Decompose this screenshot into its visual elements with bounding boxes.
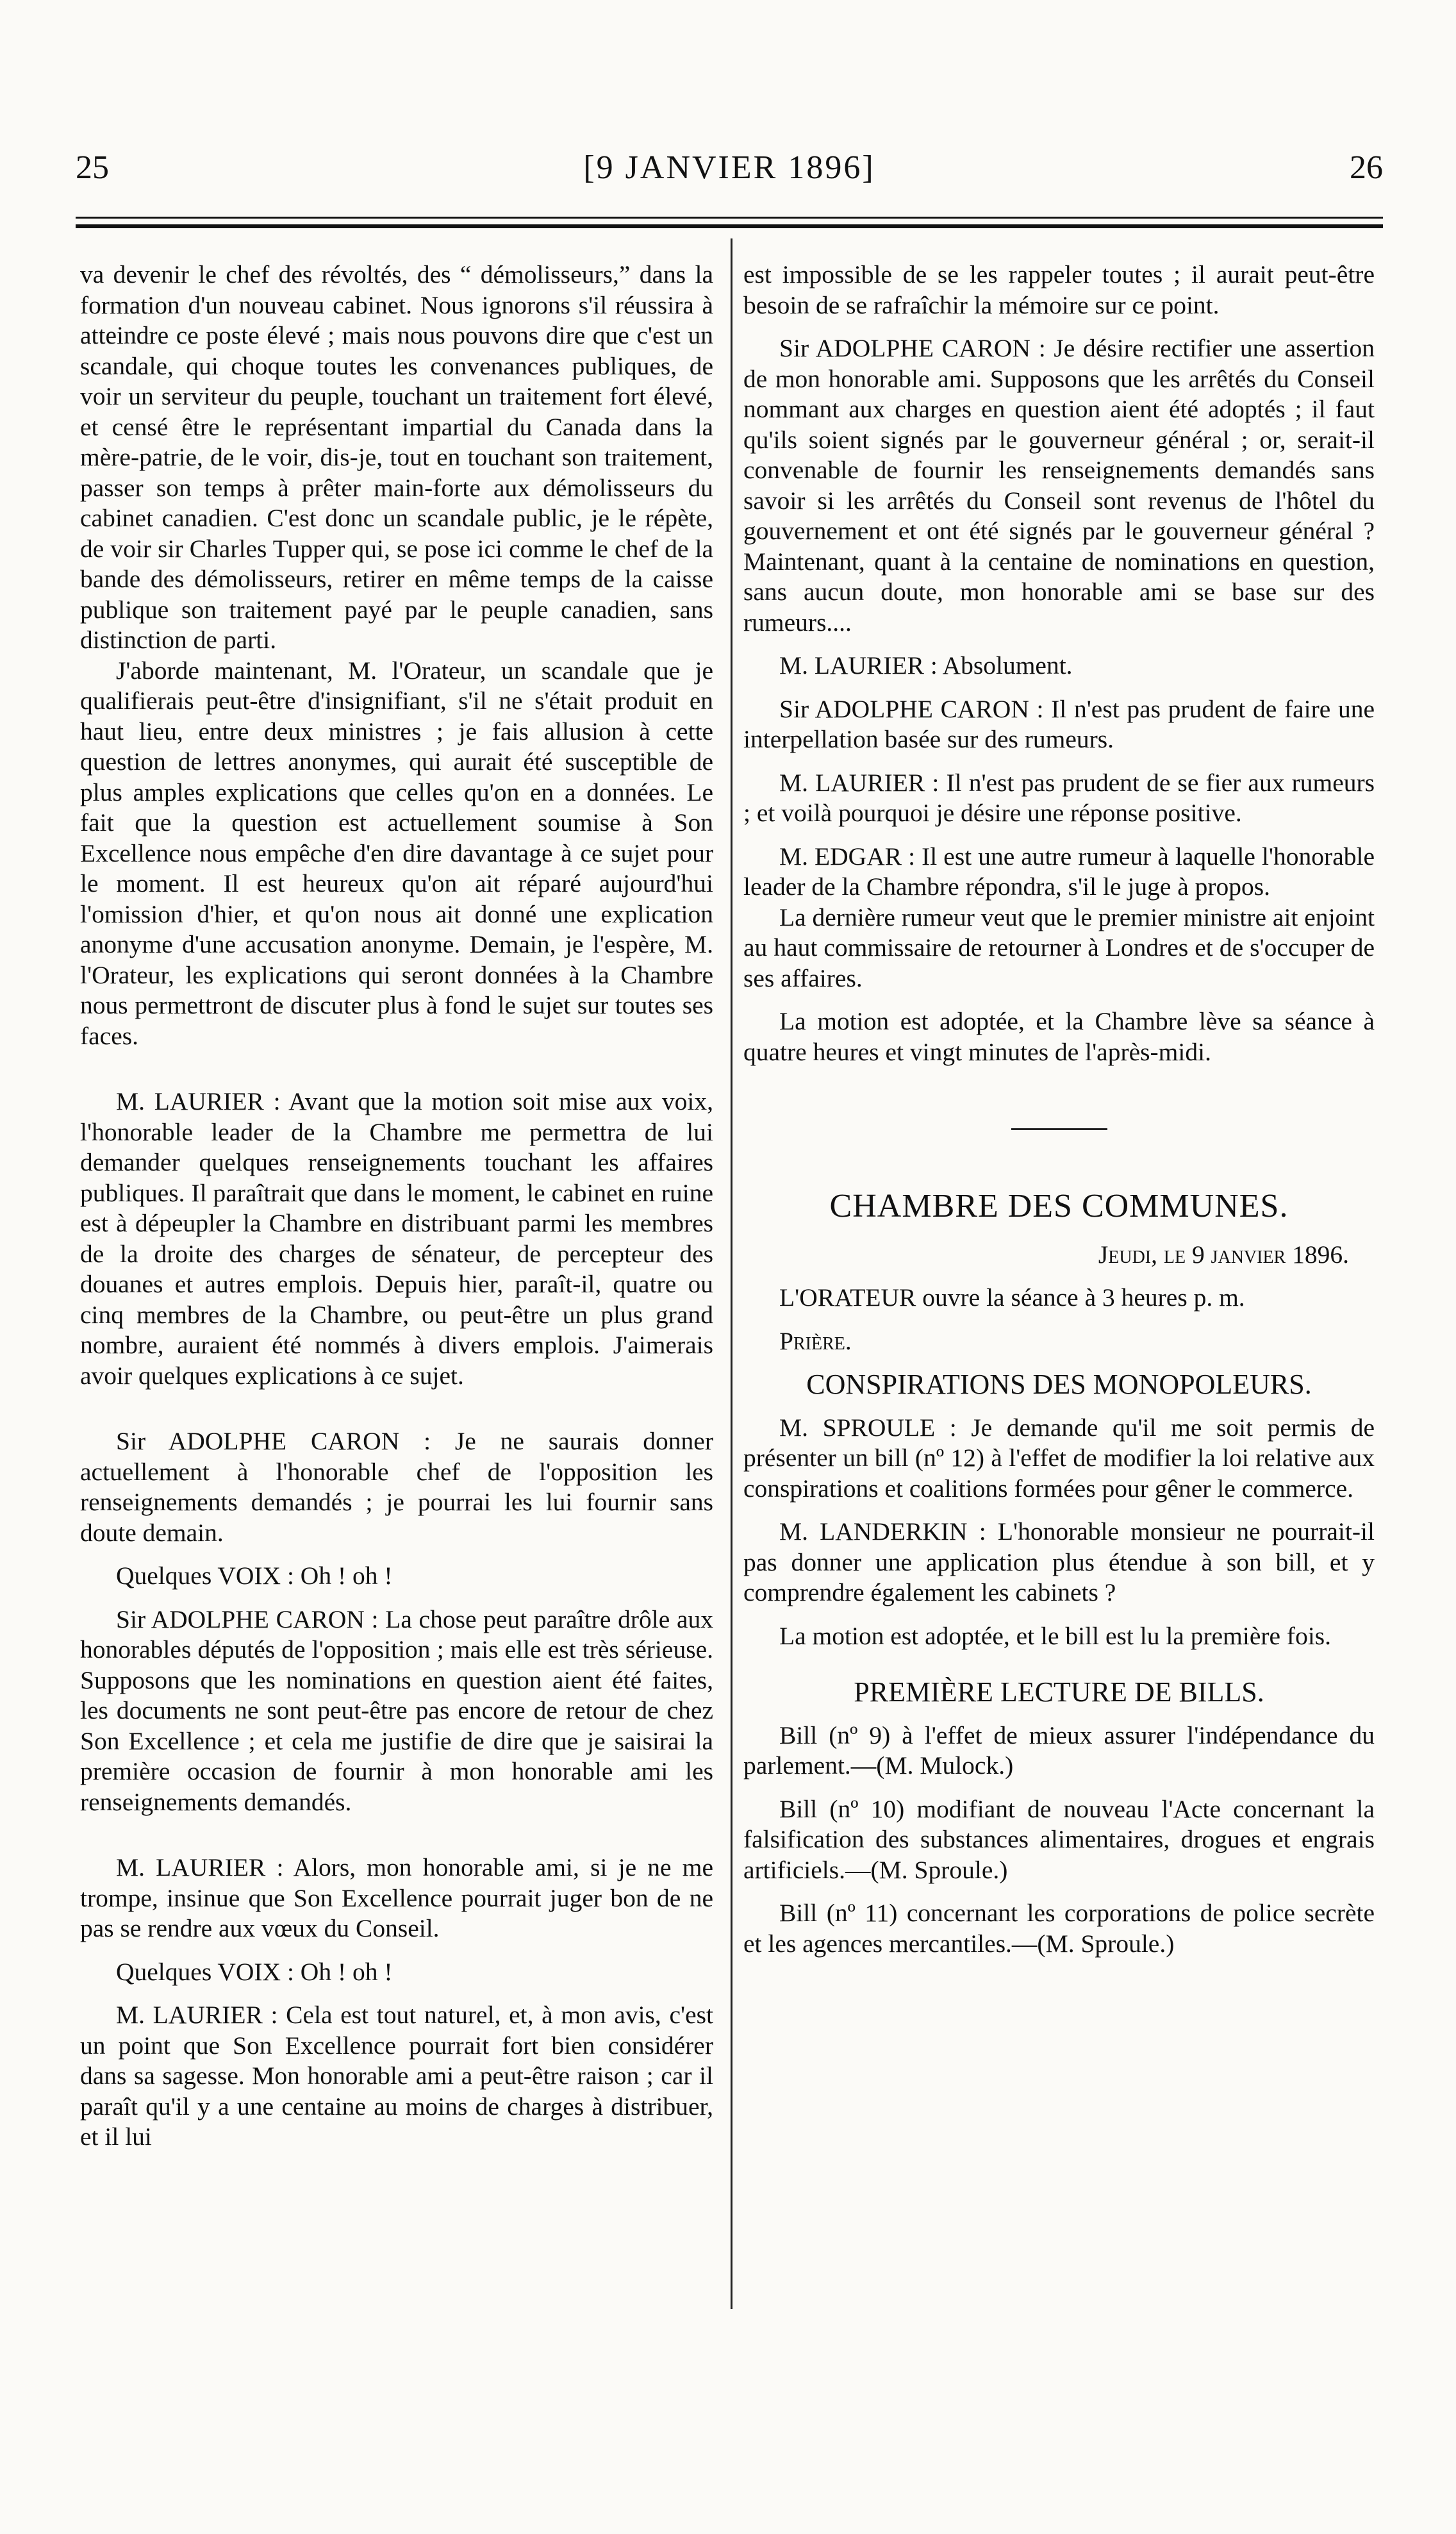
prayer-label: Prière. — [779, 1326, 852, 1355]
paragraph: La dernière rumeur veut que le premier ministre ait enjoint au haut commissaire de retourner à Londres et de s'occuper de ses affaires. — [743, 903, 1375, 992]
paragraph: Quelques VOIX : Oh ! oh ! — [116, 1957, 393, 1986]
paragraph: La motion est adoptée, et le bill est lu la première fois. — [779, 1621, 1332, 1650]
paragraph: M. EDGAR : Il est une autre rumeur à laquelle l'honorable leader de la Chambre répondra, s'il le juge à propos. — [743, 842, 1375, 901]
header-rule-thin — [76, 217, 1383, 219]
header-date: [9 JANVIER 1896] — [583, 149, 875, 186]
page-number-right: 26 — [1350, 149, 1383, 186]
paragraph: La motion est adoptée, et la Chambre lève sa séance à quatre heures et vingt minutes de l'après-midi. — [743, 1007, 1375, 1066]
paragraph: Sir ADOLPHE CARON : Il n'est pas prudent de faire une interpellation basée sur des rumeurs. — [743, 694, 1375, 753]
paragraph: Sir ADOLPHE CARON : Je ne saurais donner actuellement à l'honorable chef de l'opposition les renseignements demandés ; je pourrai les lui fournir sans doute demain. — [80, 1427, 713, 1547]
bill-entry: Bill (nº 10) modifiant de nouveau l'Acte concernant la falsification des substances alimentaires, drogues et engrais artificiels.—(M. Sproule.) — [743, 1794, 1375, 1884]
column-divider — [731, 238, 732, 2309]
paragraph: M. LANDERKIN : L'honorable monsieur ne pourrait-il pas donner une application plus étendue à son bill, et y comprendre également les cabinets ? — [743, 1517, 1375, 1606]
sitting-date: Jeudi, le 9 janvier 1896. — [1098, 1240, 1349, 1269]
paragraph: Quelques VOIX : Oh ! oh ! — [116, 1562, 393, 1590]
paragraph: M. LAURIER : Absolument. — [779, 651, 1073, 679]
page-number-left: 25 — [76, 149, 109, 186]
section-divider — [1011, 1128, 1107, 1130]
bill-entry: Bill (nº 11) concernant les corporations de police secrète et les agences mercantiles.—(M. Sproule.) — [743, 1899, 1375, 1958]
paragraph: Sir ADOLPHE CARON : La chose peut paraître drôle aux honorables députés de l'opposition ; mais elle est très sérieuse. Supposons que les nominations en question aient été faites, les documents ne sont peut-être pas encore de retour de chez Son Excellence ; et cela me justifie de dire que je saisirai la première occasion de fournir à mon honorable ami les renseignements demandés. — [80, 1605, 713, 1816]
paragraph: J'aborde maintenant, M. l'Orateur, un scandale que je qualifierais peut-être d'insignifiant, s'il ne s'était produit en haut lieu, entre deux ministres ; je fais allusion à cette question de lettres anonymes, qui aurait été susceptible de plus amples explications que celles qu'on en a données. Le fait que la question est actuellement soumise à Son Excellence nous empêche d'en dire davantage à ce sujet pour le moment. Il est heureux qu'on ait réparé aujourd'hui l'omission d'hier, et qu'on nous ait donné une explication anonyme d'une accusation anonyme. Demain, je l'espère, M. l'Orateur, les explications qui seront données à la Chambre nous permettront de discuter plus à fond le sujet sur toutes ses faces. — [80, 656, 713, 1050]
paragraph: M. LAURIER : Avant que la motion soit mise aux voix, l'honorable leader de la Chambre me permettra de lui demander quelques renseignements touchant les affaires publiques. Il paraîtrait que dans le moment, le cabinet en ruine est à dépeupler la Chambre en distribuant parmi les membres de la droite des charges de sénateur, de percepteur des douanes et autres emplois. Depuis hier, paraît-il, quatre ou cinq membres de la Chambre, ou peut-être un plus grand nombre, auraient été nommés à divers emplois. J'aimerais avoir quelques explications à ce sujet. — [80, 1087, 713, 1390]
house-title: CHAMBRE DES COMMUNES. — [829, 1188, 1289, 1224]
section-heading: CONSPIRATIONS DES MONOPOLEURS. — [806, 1369, 1312, 1400]
paragraph: M. LAURIER : Alors, mon honorable ami, si je ne me trompe, insinue que Son Excellence pourrait juger bon de ne pas se rendre aux vœux du Conseil. — [80, 1853, 713, 1942]
section-heading: PREMIÈRE LECTURE DE BILLS. — [854, 1676, 1264, 1708]
bill-entry: Bill (nº 9) à l'effet de mieux assurer l'indépendance du parlement.—(M. Mulock.) — [743, 1721, 1375, 1780]
paragraph: va devenir le chef des révoltés, des “ démolisseurs,” dans la formation d'un nouveau cabinet. Nous ignorons s'il réussira à atteindre ce poste élevé ; mais nous pouvons dire que c'est un scandale, qui choque toutes les convenances publiques, de voir un serviteur du peuple, touchant un traitement fort élevé, et censé être le représentant impartial du Canada dans la mère-patrie, de le voir, dis-je, tout en touchant son traitement, passer son temps à prêter main-forte aux démolisseurs du cabinet canadien. C'est donc un scandale public, je le répète, de voir sir Charles Tupper qui, se pose ici comme le chef de la bande des démolisseurs, retirer en même temps de la caisse publique son traitement payé par le peuple canadien, sans distinction de parti. — [80, 260, 713, 654]
paragraph: M. SPROULE : Je demande qu'il me soit permis de présenter un bill (nº 12) à l'effet de modifier la loi relative aux conspirations et coalitions formées pour gêner le commerce. — [743, 1413, 1375, 1503]
page-header — [76, 149, 1383, 187]
header-rule-thick — [76, 224, 1383, 228]
paragraph: M. LAURIER : Cela est tout naturel, et, à mon avis, c'est un point que Son Excellence pourrait fort bien considérer dans sa sagesse. Mon honorable ami a peut-être raison ; car il paraît qu'il y a une centaine au moins de charges à distribuer, et il lui — [80, 2001, 713, 2151]
right-column — [743, 260, 1375, 1959]
paragraph: Sir ADOLPHE CARON : Je désire rectifier une assertion de mon honorable ami. Supposons que les arrêtés du Conseil nommant aux charges en question aient été adoptés ; il faut qu'ils soient signés par le gouverneur général ; or, serait-il convenable de fournir les renseignements demandés sans savoir si les arrêtés du Conseil sont revenus de l'hôtel du gouvernement et ont été signés par le gouverneur général ? Maintenant, quant à la centaine de nominations en question, sans aucun doute, mon honorable ami se base sur des rumeurs.... — [743, 334, 1375, 637]
paragraph: M. LAURIER : Il n'est pas prudent de se fier aux rumeurs ; et voilà pourquoi je désire une réponse positive. — [743, 768, 1375, 827]
left-column — [80, 260, 713, 2153]
paragraph: L'ORATEUR ouvre la séance à 3 heures p. m. — [779, 1283, 1245, 1312]
paragraph: est impossible de se les rappeler toutes ; il aurait peut-être besoin de se rafraîchir la mémoire sur ce point. — [743, 260, 1375, 319]
